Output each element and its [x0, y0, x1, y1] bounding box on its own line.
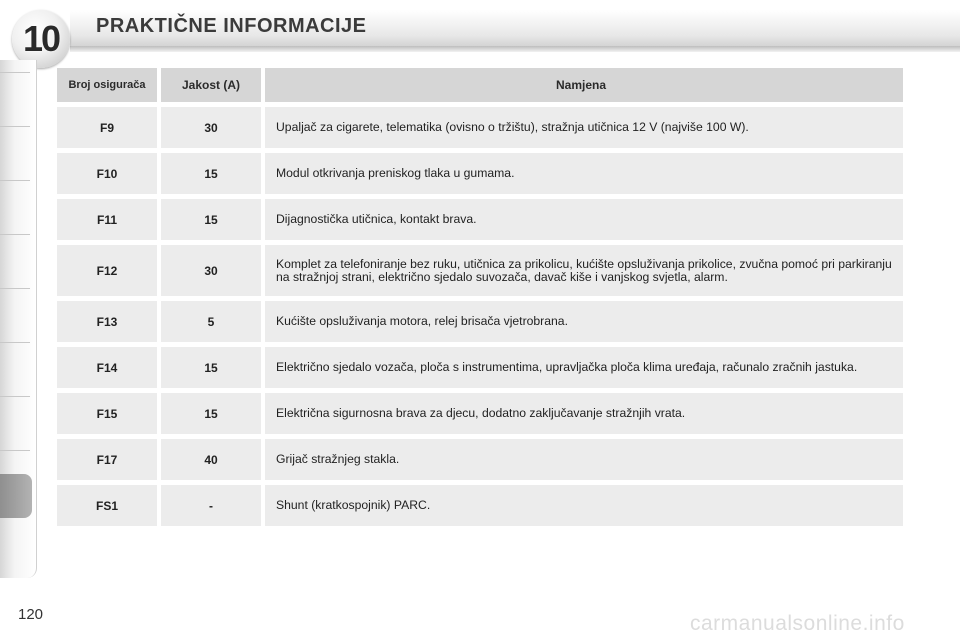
table-row	[57, 107, 903, 148]
amperage-cell: 15	[161, 393, 261, 434]
amperage-cell: 5	[161, 301, 261, 342]
fuse-number-cell: F14	[57, 347, 157, 388]
chapter-tab-strip	[0, 60, 37, 578]
table-row	[57, 347, 903, 388]
table-row	[57, 245, 903, 296]
purpose-cell: Shunt (kratkospojnik) PARC.	[265, 485, 903, 526]
tab-divider	[0, 234, 30, 235]
amperage-cell: 30	[161, 107, 261, 148]
table-row	[57, 485, 903, 526]
page-header	[0, 0, 960, 58]
fuse-number-cell: F9	[57, 107, 157, 148]
header-underline	[70, 46, 960, 52]
fuse-number-cell: F13	[57, 301, 157, 342]
amperage-cell: 15	[161, 153, 261, 194]
purpose-cell: Električna sigurnosna brava za djecu, dodatno zaključavanje stražnjih vrata.	[265, 393, 903, 434]
page-number: 120	[18, 606, 44, 623]
table-header-row	[57, 68, 903, 102]
tab-divider	[0, 126, 30, 127]
chapter-number: 10	[22, 18, 60, 59]
table-row	[57, 301, 903, 342]
fuse-number-cell: FS1	[57, 485, 157, 526]
tab-divider	[0, 342, 30, 343]
purpose-cell: Kućište opsluživanja motora, relej brisača vjetrobrana.	[265, 301, 903, 342]
fuse-number-cell: F17	[57, 439, 157, 480]
fuse-number-cell: F12	[57, 245, 157, 296]
amperage-cell: -	[161, 485, 261, 526]
table-row	[57, 199, 903, 240]
amperage-cell: 15	[161, 199, 261, 240]
active-chapter-tab	[0, 474, 32, 518]
fuse-number-cell: F15	[57, 393, 157, 434]
amperage-cell: 40	[161, 439, 261, 480]
watermark: carmanualsonline.info	[690, 612, 905, 635]
table-row	[57, 393, 903, 434]
table-row	[57, 153, 903, 194]
fuse-table	[57, 68, 903, 531]
tab-divider	[0, 180, 30, 181]
tab-divider	[0, 450, 30, 451]
purpose-cell: Modul otkrivanja preniskog tlaka u gumama.	[265, 153, 903, 194]
column-header-purpose: Namjena	[265, 68, 903, 102]
purpose-cell: Upaljač za cigarete, telematika (ovisno o tržištu), stražnja utičnica 12 V (najviše 100 W).	[265, 107, 903, 148]
fuse-number-cell: F11	[57, 199, 157, 240]
tab-divider	[0, 72, 30, 73]
page-title: PRAKTIČNE INFORMACIJE	[96, 15, 367, 37]
purpose-cell: Grijač stražnjeg stakla.	[265, 439, 903, 480]
tab-divider	[0, 396, 30, 397]
amperage-cell: 15	[161, 347, 261, 388]
tab-divider	[0, 288, 30, 289]
amperage-cell: 30	[161, 245, 261, 296]
column-header-amperage: Jakost (A)	[161, 68, 261, 102]
column-header-fuse-number: Broj osigurača	[57, 68, 157, 102]
fuse-number-cell: F10	[57, 153, 157, 194]
purpose-cell: Električno sjedalo vozača, ploča s instrumentima, upravljačka ploča klima uređaja, računalo zračnih jastuka.	[265, 347, 903, 388]
table-row	[57, 439, 903, 480]
purpose-cell: Komplet za telefoniranje bez ruku, utičnica za prikolicu, kućište opsluživanja prikolice, zvučna pomoć pri parkiranju na stražnjoj strani, električno sjedalo suvozača, davač kiše i vanjskog svjetla, alarm.	[265, 245, 903, 296]
purpose-cell: Dijagnostička utičnica, kontakt brava.	[265, 199, 903, 240]
